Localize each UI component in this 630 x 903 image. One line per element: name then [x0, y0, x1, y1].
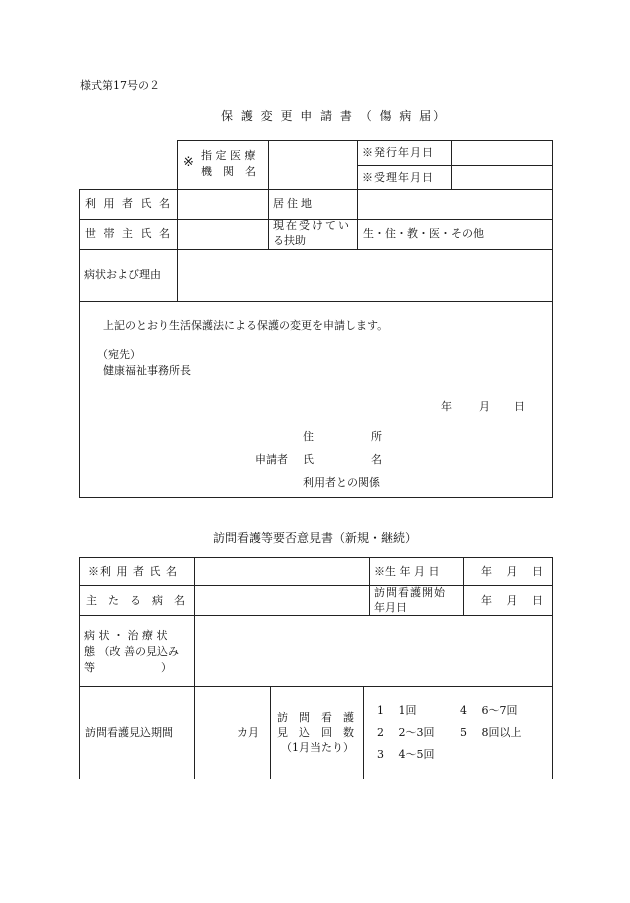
visit-option-5: 5 8回以上	[460, 726, 522, 739]
expected-visits-label-1: 訪 問 看 護	[277, 711, 354, 724]
form1-title: 保 護 変 更 申 請 書 （ 傷 病 届）	[221, 109, 448, 123]
addressee-label: （宛先）	[97, 348, 141, 361]
expected-visits-label-2: 見 込 回 数	[277, 726, 354, 739]
condition-label: 病状および理由	[84, 268, 161, 281]
form2-title: 訪問看護等要否意見書（新規・継続）	[213, 531, 418, 545]
symptom-label-3: 等 ）	[84, 661, 172, 674]
visit-option-1: 1 1回	[377, 704, 417, 717]
declaration-text: 上記のとおり生活保護法による保護の変更を申請します。	[103, 319, 389, 332]
expected-visits-label-3: （1月当たり）	[281, 741, 354, 754]
designated-medical-label-1: 指 定 医 療	[201, 149, 256, 162]
name-label-right: 名	[371, 453, 382, 466]
months-unit: カ月	[237, 726, 259, 739]
issue-date-label: ※発行年月日	[362, 146, 434, 159]
main-disease-label: 主 た る 病 名	[86, 594, 185, 607]
designated-medical-label-2: 機 関 名	[201, 165, 256, 178]
name-label-left: 氏	[303, 453, 314, 466]
birth-date-label: ※生 年 月 日	[374, 565, 440, 578]
applicant-label: 申請者	[255, 453, 288, 466]
visit-option-3: 3 4～5回	[377, 748, 435, 761]
visit-start-label-1: 訪問看護開始	[374, 586, 446, 599]
addressee: 健康福祉事務所長	[103, 364, 191, 377]
address-label-right: 所	[371, 430, 382, 443]
expected-period-label: 訪問看護見込期間	[85, 726, 173, 739]
date-year: 年	[441, 400, 452, 413]
receipt-date-label: ※受理年月日	[362, 171, 434, 184]
symptom-label-1: 病 状 ・ 治 療 状	[84, 629, 168, 642]
visit-option-2: 2 2～3回	[377, 726, 435, 739]
relation-label: 利用者との関係	[303, 476, 380, 489]
birth-date-value: 年 月 日	[481, 565, 543, 578]
date-month: 月	[479, 400, 490, 413]
date-day: 日	[514, 400, 525, 413]
visit-option-4: 4 6～7回	[460, 704, 518, 717]
form-number: 様式第17号の２	[80, 79, 160, 92]
current-assistance-label-1: 現在受けてい	[273, 219, 351, 232]
symptom-label-2: 態 （改 善の見込み	[84, 645, 179, 658]
address-label-left: 住	[303, 430, 314, 443]
mark-asterisk: ※	[183, 155, 194, 170]
visit-start-label-2: 年月日	[374, 601, 407, 614]
assistance-options: 生・住・教・医・その他	[363, 227, 484, 240]
current-assistance-label-2: る扶助	[273, 234, 306, 247]
form2-user-name-label: ※利 用 者 氏 名	[88, 565, 178, 578]
visit-start-value: 年 月 日	[481, 594, 543, 607]
residence-label: 居住地	[273, 197, 315, 210]
user-name-label: 利 用 者 氏 名	[85, 197, 172, 210]
householder-label: 世 帯 主 氏 名	[85, 227, 172, 240]
